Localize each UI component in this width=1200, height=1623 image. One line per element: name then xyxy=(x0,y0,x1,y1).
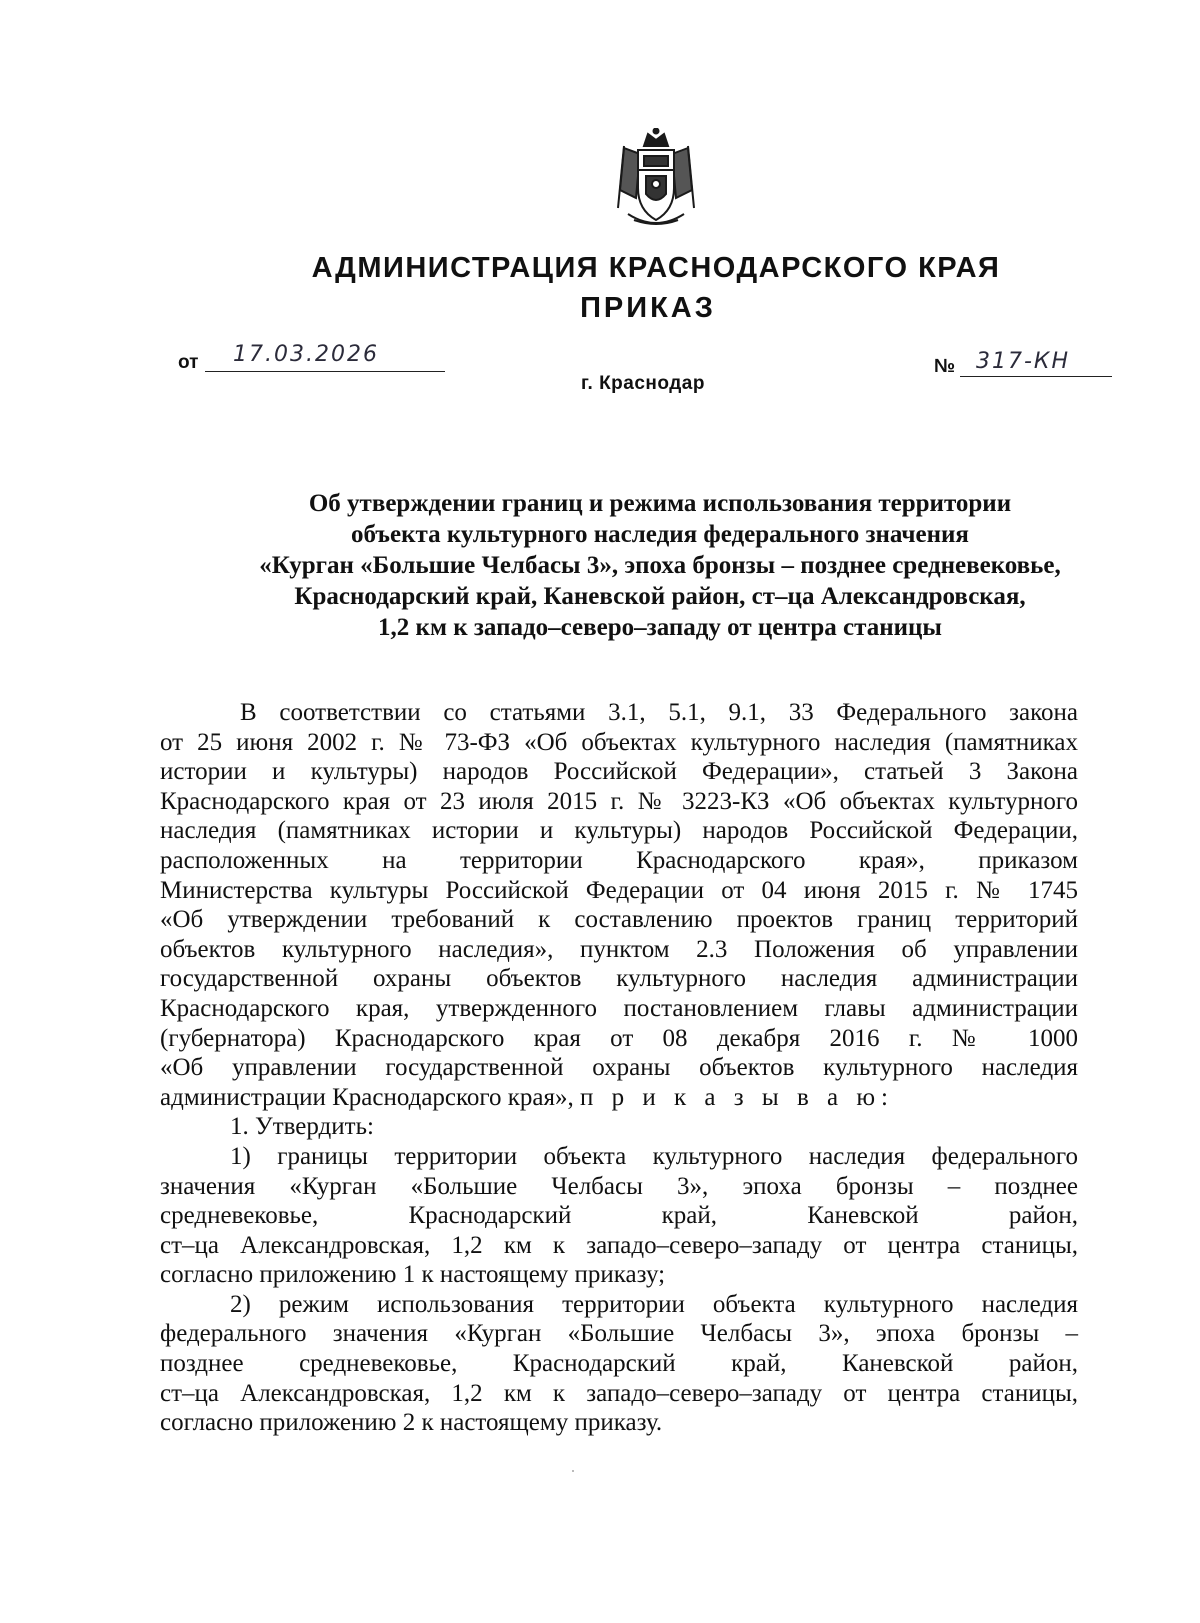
title-line: объекта культурного наследия федерального значения xyxy=(351,521,969,548)
title-line: 1,2 км к западо–северо–западу от центра станицы xyxy=(378,614,942,641)
item-1-2-line: ст–ца Александровская, 1,2 км к западо–северо–западу от центра станицы, xyxy=(160,1379,1078,1407)
item-1-heading: 1. Утвердить: xyxy=(230,1113,374,1141)
document-body xyxy=(160,698,1078,1438)
body-line: В соответствии со статьями 3.1, 5.1, 9.1, 33 Федерального закона xyxy=(240,699,1078,726)
body-line: Краснодарского края, утвержденного постановлением главы администрации xyxy=(160,994,1078,1022)
item-1-2-line: федерального значения «Курган «Большие Челбасы 3», эпоха бронзы – xyxy=(160,1320,1078,1348)
body-line: наследия (памятниках истории и культуры) народов Российской Федерации, xyxy=(160,817,1078,845)
body-line: от 25 июня 2002 г. № 73-ФЗ «Об объектах культурного наследия (памятниках xyxy=(160,728,1078,756)
item-1-1-line: 1) границы территории объекта культурного наследия федерального xyxy=(230,1142,1078,1170)
title-line: Краснодарский край, Каневской район, ст–ца Александровская, xyxy=(294,583,1026,610)
item-1-2-line: 2) режим использования территории объекта культурного наследия xyxy=(230,1290,1078,1318)
handwritten-date: 17.03.2026 xyxy=(233,342,379,367)
body-line: (губернатора) Краснодарского края от 08 декабря 2016 г. № 1000 xyxy=(160,1024,1078,1052)
body-line: администрации Краснодарского края», xyxy=(160,1083,574,1111)
item-1-2-line: позднее средневековье, Краснодарский край, Каневской район, xyxy=(160,1350,1078,1378)
item-1-2-line: согласно приложению 2 к настоящему приказу. xyxy=(160,1409,663,1437)
item-1-1-line: средневековье, Краснодарский край, Каневской район, xyxy=(160,1202,1078,1230)
body-line: «Об управлении государственной охраны объектов культурного наследия xyxy=(160,1054,1078,1082)
body-line: расположенных на территории Краснодарского края», приказом xyxy=(160,846,1078,874)
date-label: от xyxy=(178,352,199,373)
body-line: объектов культурного наследия», пунктом 2.3 Положения об управлении xyxy=(160,935,1078,963)
body-line: Министерства культуры Российской Федерации от 04 июня 2015 г. № 1745 xyxy=(160,876,1078,904)
item-1-1-line: значения «Курган «Большие Челбасы 3», эпоха бронзы – позднее xyxy=(160,1172,1078,1200)
document-type: ПРИКАЗ xyxy=(580,292,716,324)
body-line: истории и культуры) народов Российской Федерации», статьей 3 Закона xyxy=(160,758,1078,786)
body-line: «Об утверждении требований к составлению проектов границ территорий xyxy=(160,906,1078,934)
document-title xyxy=(160,488,1160,643)
coat-of-arms-emblem xyxy=(610,128,702,230)
city: г. Краснодар xyxy=(581,373,705,394)
body-line: Краснодарского края от 23 июля 2015 г. № 3223-КЗ «Об объектах культурного xyxy=(160,787,1078,815)
item-1-1-line: ст–ца Александровская, 1,2 км к западо–северо–западу от центра станицы, xyxy=(160,1231,1078,1259)
title-line: «Курган «Большие Челбасы 3», эпоха бронзы – позднее средневековье, xyxy=(259,552,1061,579)
body-line-last xyxy=(160,1083,1078,1113)
number-label: № xyxy=(934,356,956,377)
date-field xyxy=(205,344,445,372)
handwritten-number: 317-КН xyxy=(976,349,1071,374)
item-1-1-line: согласно приложению 1 к настоящему приказу; xyxy=(160,1261,666,1289)
order-word: п р и к а з ы в а ю: xyxy=(580,1083,894,1111)
title-line: Об утверждении границ и режима использования территории xyxy=(308,490,1012,517)
body-line: государственной охраны объектов культурного наследия администрации xyxy=(160,965,1078,993)
issuing-authority: АДМИНИСТРАЦИЯ КРАСНОДАРСКОГО КРАЯ xyxy=(311,252,1001,284)
scan-speck xyxy=(572,1470,574,1472)
